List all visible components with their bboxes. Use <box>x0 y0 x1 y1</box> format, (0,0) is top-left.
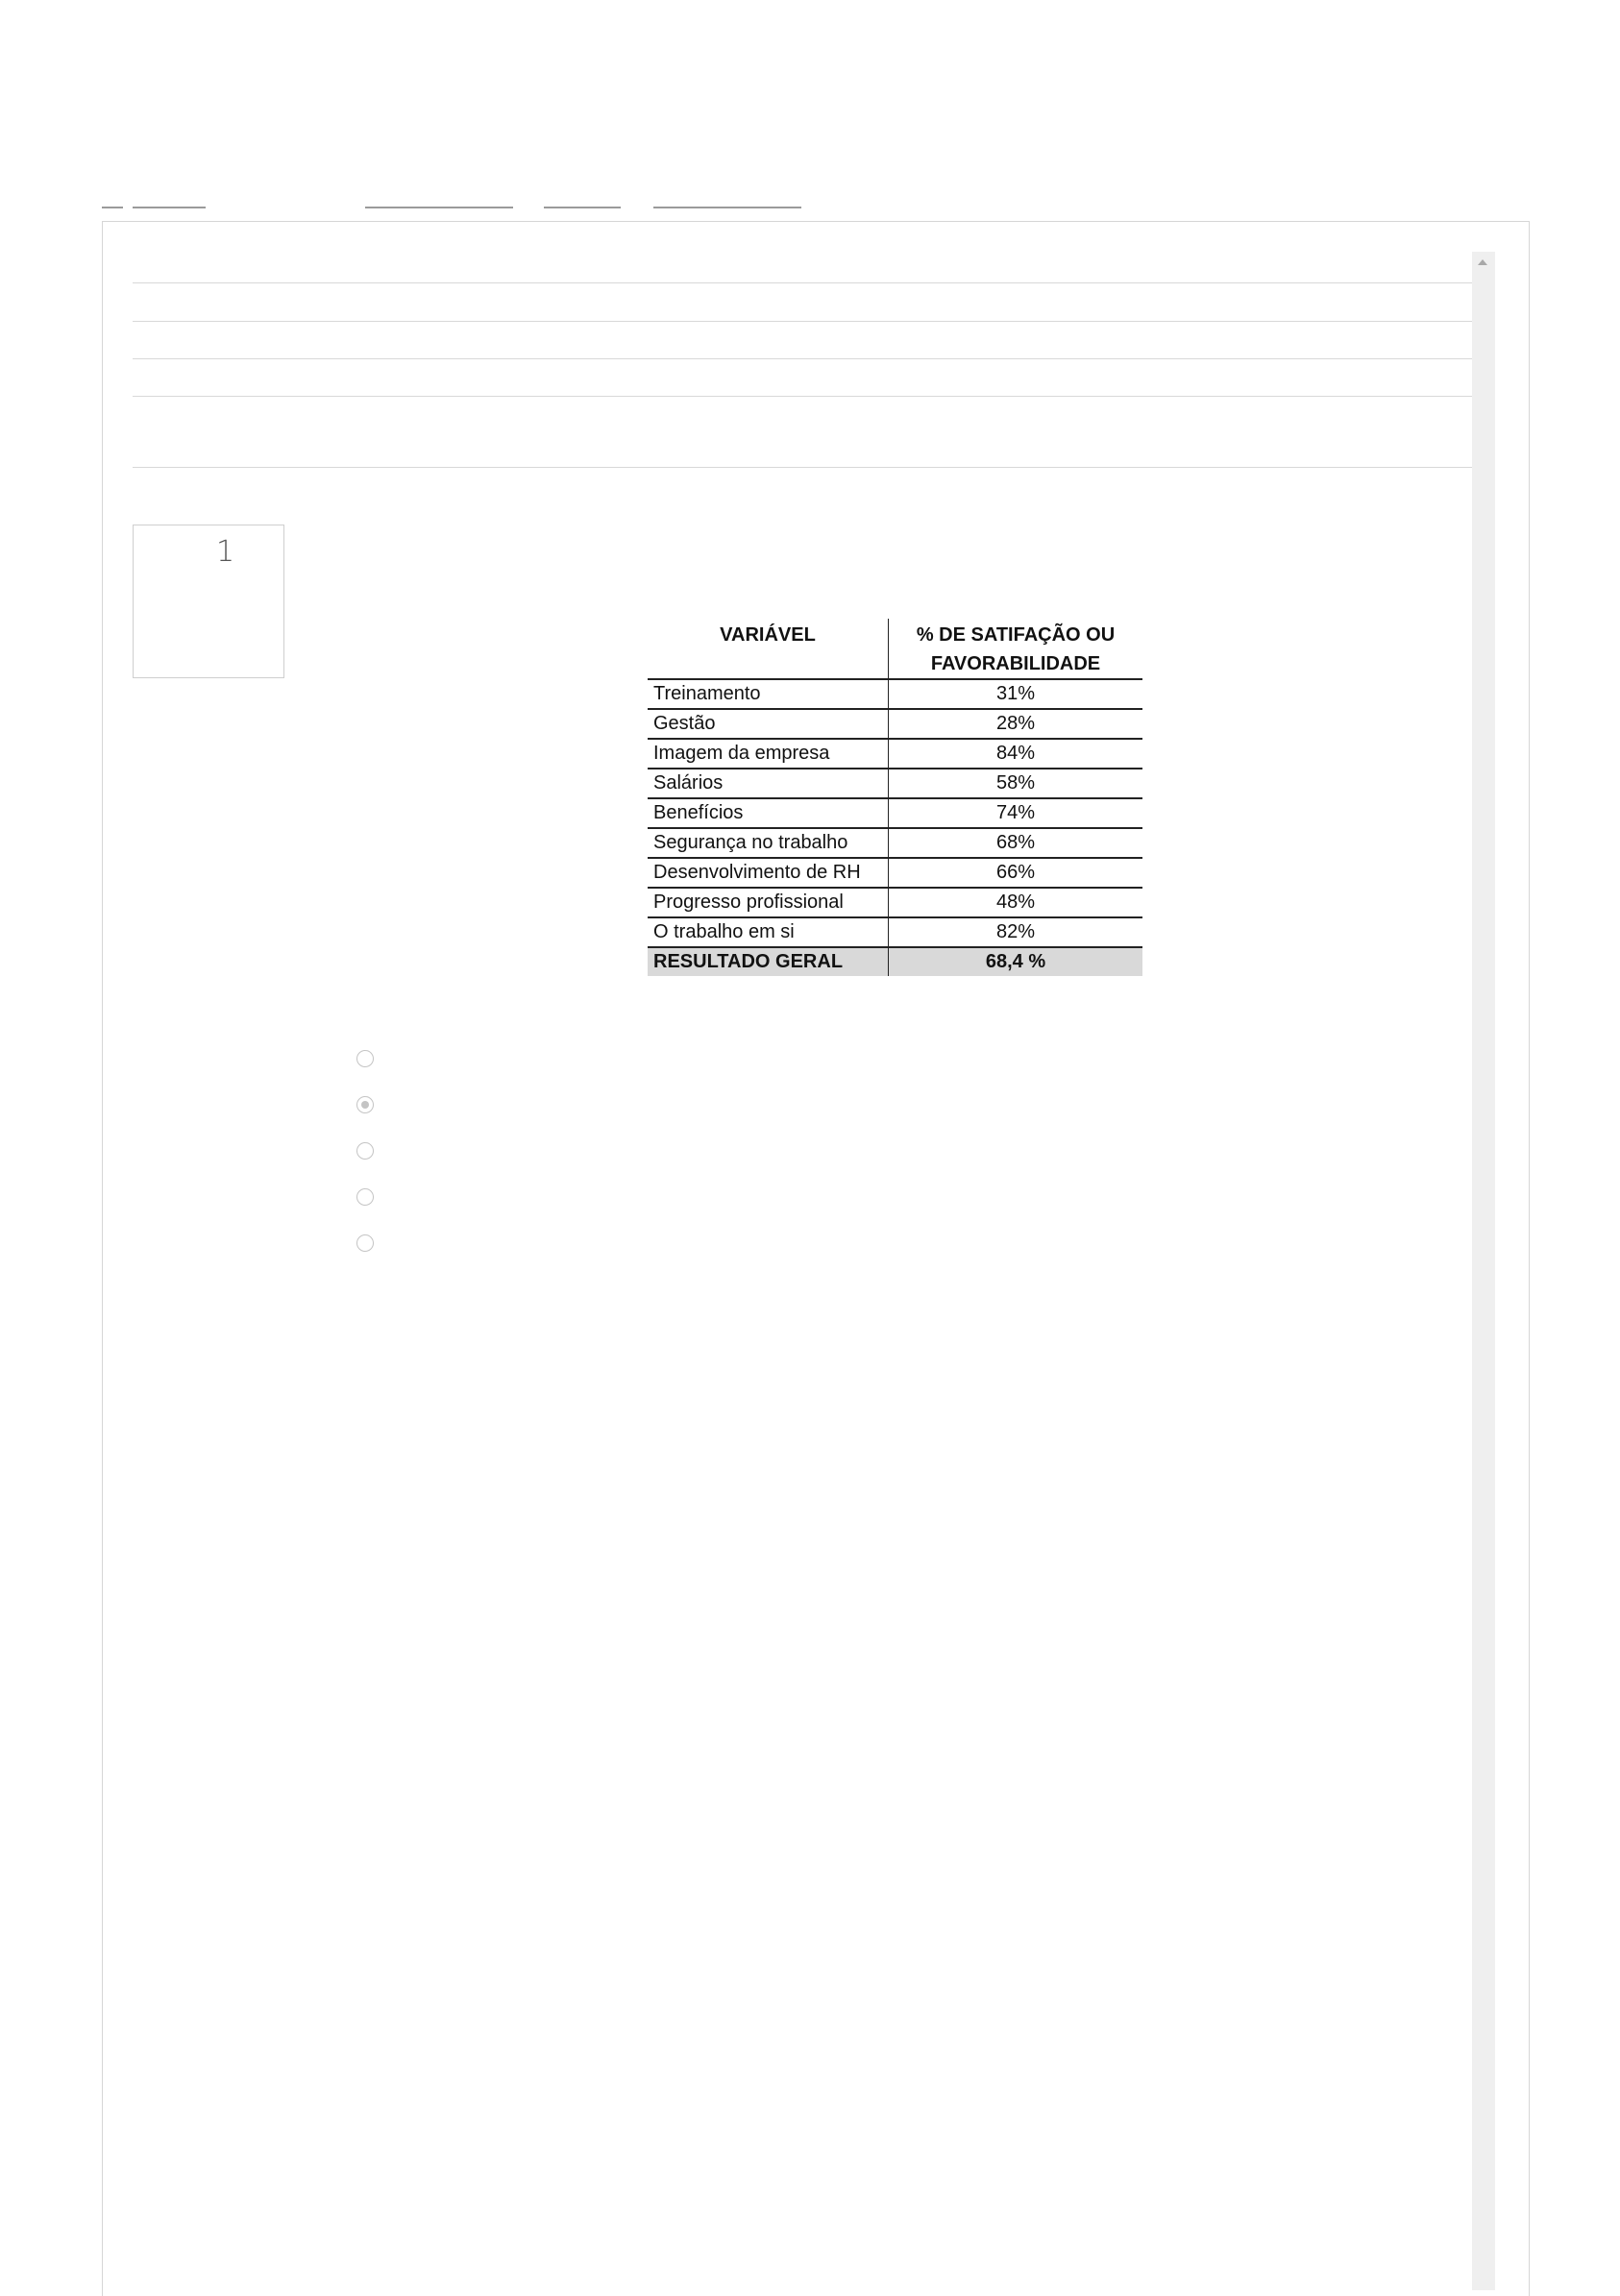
row-variable: O trabalho em si <box>648 917 889 947</box>
table-row <box>648 828 1142 858</box>
row-value: 74% <box>889 798 1143 828</box>
table-row <box>648 769 1142 798</box>
row-variable: Desenvolvimento de RH <box>648 858 889 888</box>
row-value: 82% <box>889 917 1143 947</box>
answer-option-d-radio[interactable] <box>356 1188 374 1206</box>
nav-link-3[interactable] <box>365 207 513 208</box>
row-variable: Salários <box>648 769 889 798</box>
question-number: 1 <box>216 535 235 569</box>
nav-link-2[interactable] <box>133 207 206 208</box>
total-value: 68,4 % <box>889 947 1143 976</box>
table-row <box>648 679 1142 709</box>
row-value: 66% <box>889 858 1143 888</box>
table-header-row <box>648 619 1142 679</box>
header-satisfaction: % DE SATIFAÇÃO OU FAVORABILIDADE <box>889 619 1143 679</box>
scroll-up-icon[interactable] <box>1478 259 1487 265</box>
question-number-box <box>133 525 284 678</box>
table-row <box>648 917 1142 947</box>
answer-option-a-radio[interactable] <box>356 1050 374 1067</box>
header-variable: VARIÁVEL <box>648 619 889 679</box>
row-variable: Progresso profissional <box>648 888 889 917</box>
divider <box>133 358 1472 359</box>
row-value: 28% <box>889 709 1143 739</box>
row-value: 68% <box>889 828 1143 858</box>
answer-option-b-radio[interactable] <box>356 1096 374 1113</box>
table-total-row <box>648 947 1142 976</box>
table-row <box>648 858 1142 888</box>
divider <box>133 282 1472 283</box>
row-value: 48% <box>889 888 1143 917</box>
table-row <box>648 798 1142 828</box>
satisfaction-table <box>648 619 1142 976</box>
total-label: RESULTADO GERAL <box>648 947 889 976</box>
nav-link-4[interactable] <box>544 207 621 208</box>
row-variable: Imagem da empresa <box>648 739 889 769</box>
row-variable: Treinamento <box>648 679 889 709</box>
nav-link-1[interactable] <box>102 207 123 208</box>
row-value: 31% <box>889 679 1143 709</box>
divider <box>133 321 1472 322</box>
nav-link-5[interactable] <box>653 207 801 208</box>
divider <box>133 467 1472 468</box>
vertical-scrollbar[interactable] <box>1472 252 1495 2290</box>
content-frame <box>102 221 1530 2296</box>
divider <box>133 396 1472 397</box>
table-row <box>648 709 1142 739</box>
row-value: 58% <box>889 769 1143 798</box>
row-variable: Benefícios <box>648 798 889 828</box>
row-value: 84% <box>889 739 1143 769</box>
row-variable: Gestão <box>648 709 889 739</box>
answer-option-c-radio[interactable] <box>356 1142 374 1160</box>
row-variable: Segurança no trabalho <box>648 828 889 858</box>
answer-option-e-radio[interactable] <box>356 1234 374 1252</box>
table-row <box>648 739 1142 769</box>
table-row <box>648 888 1142 917</box>
